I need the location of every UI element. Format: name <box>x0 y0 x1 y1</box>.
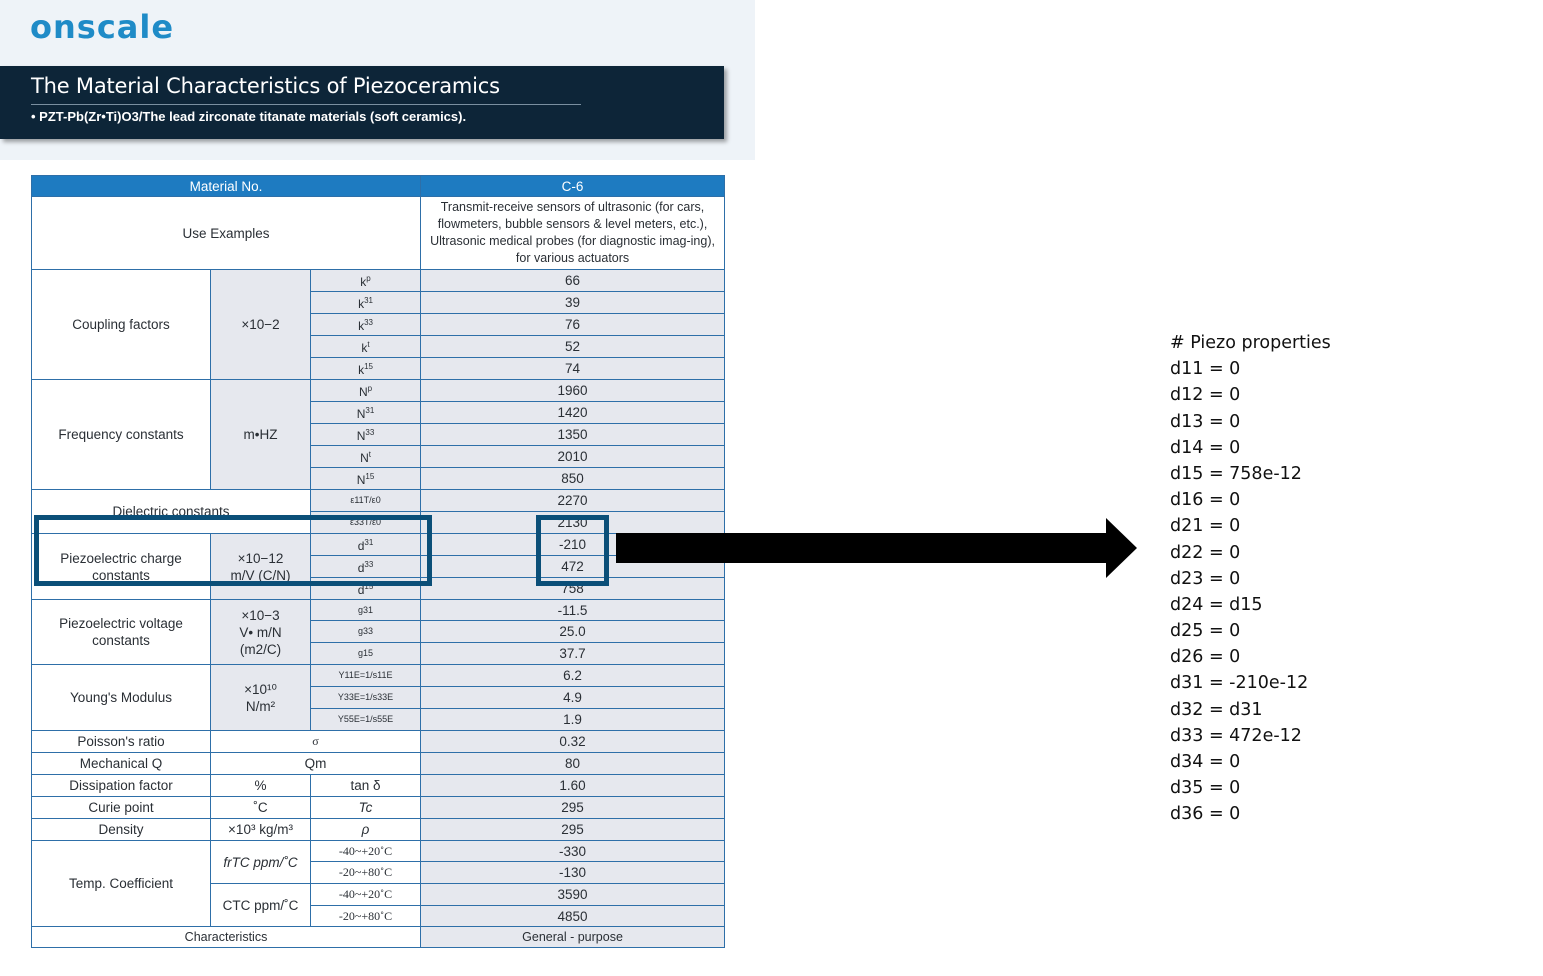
symbol-sup: 33 <box>365 428 375 437</box>
symbol-sup: 31 <box>364 296 373 305</box>
prop-line: d36 = 0 <box>1170 804 1241 825</box>
coupling-label: Coupling factors <box>32 270 211 380</box>
frequency-label: Frequency constants <box>32 380 211 490</box>
symbol-sup: p <box>367 384 373 393</box>
symbol-cell: ε11T/ε0 <box>311 490 421 512</box>
symbol-text: k <box>358 297 365 311</box>
page-title: The Material Characteristics of Piezoceramics <box>31 74 500 98</box>
symbol-text: d <box>357 583 365 597</box>
prop-line: d35 = 0 <box>1170 778 1241 799</box>
title-divider <box>31 104 581 105</box>
symbol-cell <box>311 424 421 446</box>
table-row <box>32 927 725 948</box>
symbol-text: d <box>357 539 365 553</box>
highlight-box-charge-constants <box>34 515 432 586</box>
prop-line: d26 = 0 <box>1170 647 1241 668</box>
prop-line: d23 = 0 <box>1170 568 1241 589</box>
value-cell: 1420 <box>421 402 725 424</box>
prop-line: d31 = -210e-12 <box>1170 673 1309 694</box>
charge-label: Piezoelectric charge constants <box>32 534 211 600</box>
range-cell: -20~+80˚C <box>311 906 421 927</box>
value-cell: 25.0 <box>421 621 725 643</box>
voltage-unit-line2: V• m/N <box>239 624 282 640</box>
symbol-sup: p <box>366 274 371 283</box>
symbol-text: N <box>356 473 366 487</box>
symbol-sup: 15 <box>364 582 374 591</box>
symbol-cell <box>311 358 421 380</box>
curie-symbol: Tc <box>311 797 421 819</box>
symbol-text: k <box>358 319 365 333</box>
symbol-cell <box>311 380 421 402</box>
prop-line: d13 = 0 <box>1170 411 1241 432</box>
dissipation-unit: % <box>211 775 311 797</box>
youngs-unit <box>211 665 311 731</box>
symbol-sup: t <box>368 450 371 459</box>
symbol-sup: 33 <box>364 318 373 327</box>
prop-line: d11 = 0 <box>1170 359 1241 380</box>
symbol-cell <box>311 446 421 468</box>
range-cell: -20~+80˚C <box>311 862 421 884</box>
symbol-sup: 15 <box>365 472 375 481</box>
symbol-cell: g33 <box>311 621 421 643</box>
temp-label: Temp. Coefficient <box>32 841 211 927</box>
ctc-label: CTC ppm/˚C <box>211 884 311 927</box>
value-cell: 1960 <box>421 380 725 402</box>
mechq-symbol: Qm <box>211 753 421 775</box>
value-cell: 295 <box>421 819 725 841</box>
header-c6: C-6 <box>421 176 725 197</box>
symbol-text: N <box>356 429 366 443</box>
value-cell: -210 <box>421 534 725 556</box>
density-symbol: ρ <box>311 819 421 841</box>
value-cell: 66 <box>421 270 725 292</box>
value-cell: 74 <box>421 358 725 380</box>
range-cell: -40~+20˚C <box>311 884 421 906</box>
table-row <box>32 380 725 402</box>
symbol-cell: ε33T/ε0 <box>311 512 421 534</box>
prop-line: d14 = 0 <box>1170 437 1241 458</box>
value-cell: -330 <box>421 841 725 862</box>
curie-label: Curie point <box>32 797 211 819</box>
table-row <box>32 270 725 292</box>
use-examples-value: Transmit-receive sensors of ultrasonic (for cars, flowmeters, bubble sensors & level meters, etc.), Ultrasonic medical probes (for diagnostic imag-ing), for various actuators <box>421 197 725 270</box>
symbol-text: d <box>357 561 365 575</box>
symbol-text: N <box>356 407 366 421</box>
charge-unit-line2: m/V (C/N) <box>230 567 291 583</box>
value-cell: 758 <box>421 578 725 600</box>
prop-line: d33 = 472e-12 <box>1170 725 1302 746</box>
value-cell: 1.60 <box>421 775 725 797</box>
value-cell: 0.32 <box>421 731 725 753</box>
value-cell: 4.9 <box>421 687 725 709</box>
value-cell: 295 <box>421 797 725 819</box>
value-cell: 4850 <box>421 906 725 927</box>
value-cell: -11.5 <box>421 600 725 621</box>
symbol-text: N <box>358 385 368 399</box>
table-row <box>32 819 725 841</box>
range-cell: -40~+20˚C <box>311 841 421 862</box>
arrow-shaft <box>616 533 1108 563</box>
table-row <box>32 490 725 512</box>
density-unit: ×10³ kg/m³ <box>211 819 311 841</box>
value-cell: 2130 <box>421 512 725 534</box>
table-row <box>32 753 725 775</box>
symbol-cell: g15 <box>311 643 421 665</box>
header-material-no: Material No. <box>32 176 421 197</box>
table-row <box>32 600 725 621</box>
characteristics-label: Characteristics <box>32 927 421 948</box>
dielectric-label: Dielectric constants <box>32 490 311 534</box>
symbol-sup: 31 <box>365 406 375 415</box>
use-examples-label: Use Examples <box>32 197 421 270</box>
prop-line: d21 = 0 <box>1170 516 1241 537</box>
prop-line: d22 = 0 <box>1170 542 1241 563</box>
value-cell: 52 <box>421 336 725 358</box>
frequency-unit: m•HZ <box>211 380 311 490</box>
symbol-sup: 33 <box>364 560 374 569</box>
youngs-unit-line2: N/m² <box>245 698 276 714</box>
value-cell: 2010 <box>421 446 725 468</box>
poisson-symbol: σ <box>211 731 421 753</box>
characteristics-value: General - purpose <box>421 927 725 948</box>
value-cell: 1.9 <box>421 709 725 731</box>
mechq-label: Mechanical Q <box>32 753 211 775</box>
table-row <box>32 731 725 753</box>
value-cell: 472 <box>421 556 725 578</box>
symbol-cell: Y55E=1/s55E <box>311 709 421 731</box>
symbol-text: N <box>360 451 369 465</box>
symbol-cell <box>311 336 421 358</box>
table-row <box>32 797 725 819</box>
piezo-properties-list <box>1170 330 1331 828</box>
symbol-sup: t <box>367 340 370 349</box>
prop-line: d32 = d31 <box>1170 699 1263 720</box>
coupling-unit: ×10−2 <box>211 270 311 380</box>
value-cell: 1350 <box>421 424 725 446</box>
voltage-unit <box>211 600 311 665</box>
prop-line: d16 = 0 <box>1170 490 1241 511</box>
symbol-text: k <box>360 275 367 289</box>
poisson-label: Poisson's ratio <box>32 731 211 753</box>
table-row <box>32 841 725 862</box>
symbol-sup: 31 <box>364 538 374 547</box>
value-cell: 80 <box>421 753 725 775</box>
prop-line: d25 = 0 <box>1170 621 1241 642</box>
dissipation-label: Dissipation factor <box>32 775 211 797</box>
voltage-unit-line1: ×10−3 <box>241 607 280 623</box>
symbol-cell <box>311 314 421 336</box>
density-label: Density <box>32 819 211 841</box>
value-cell: 6.2 <box>421 665 725 687</box>
frtc-label: frTC ppm/˚C <box>211 841 311 884</box>
value-cell: 2270 <box>421 490 725 512</box>
table-row-use-examples <box>32 197 725 270</box>
symbol-cell <box>311 468 421 490</box>
prop-line: d34 = 0 <box>1170 752 1241 772</box>
charge-unit-line1: ×10−12 <box>237 550 284 566</box>
value-cell: -130 <box>421 862 725 884</box>
youngs-unit-line1: ×10¹⁰ <box>244 681 277 697</box>
prop-line: d24 = d15 <box>1170 594 1263 615</box>
value-cell: 39 <box>421 292 725 314</box>
symbol-cell: Y33E=1/s33E <box>311 687 421 709</box>
value-cell: 37.7 <box>421 643 725 665</box>
voltage-label: Piezoelectric voltage constants <box>32 600 211 665</box>
symbol-text: k <box>358 363 365 377</box>
onscale-logo: onscale <box>30 8 175 46</box>
table-row <box>32 665 725 687</box>
highlight-box-charge-values <box>536 515 609 586</box>
symbol-cell: Y11E=1/s11E <box>311 665 421 687</box>
curie-unit: ˚C <box>211 797 311 819</box>
value-cell: 850 <box>421 468 725 490</box>
page-subtitle: • PZT-Pb(Zr•Ti)O3/The lead zirconate titanate materials (soft ceramics). <box>31 109 467 124</box>
symbol-cell <box>311 292 421 314</box>
title-banner <box>0 66 724 139</box>
symbol-text: k <box>361 341 368 355</box>
symbol-sup: 15 <box>364 362 373 371</box>
arrow-right-icon <box>1106 518 1137 578</box>
value-cell: 76 <box>421 314 725 336</box>
symbol-cell: g31 <box>311 600 421 621</box>
symbol-cell <box>311 402 421 424</box>
table-header-row <box>32 176 725 197</box>
value-cell: 3590 <box>421 884 725 906</box>
prop-line: d12 = 0 <box>1170 385 1241 406</box>
prop-line: d15 = 758e-12 <box>1170 463 1302 484</box>
symbol-cell <box>311 270 421 292</box>
dissipation-symbol: tan δ <box>311 775 421 797</box>
youngs-label: Young's Modulus <box>32 665 211 731</box>
voltage-unit-line3: (m2/C) <box>239 641 282 657</box>
props-heading: # Piezo properties <box>1170 333 1331 353</box>
table-row <box>32 775 725 797</box>
